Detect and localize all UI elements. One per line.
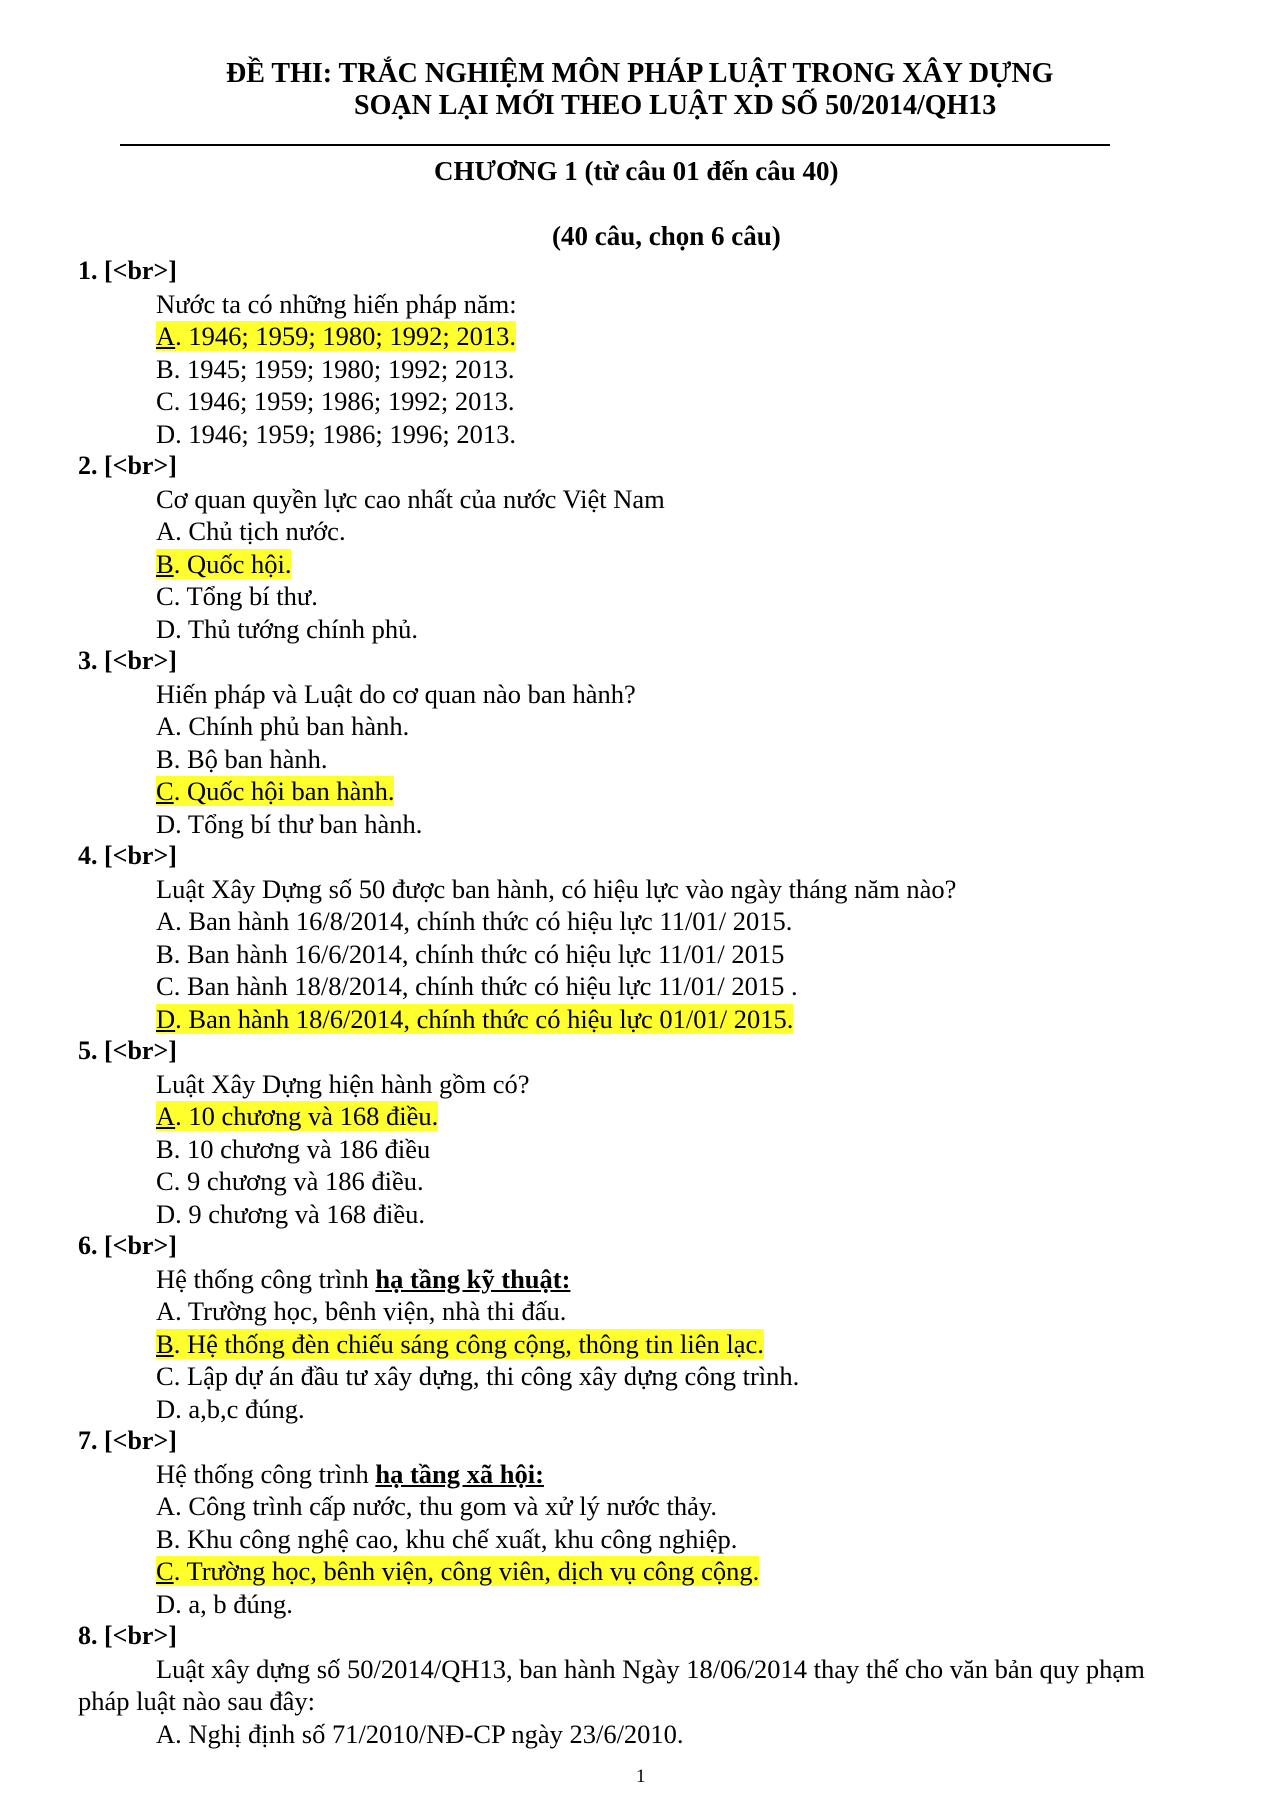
answer-option [0,775,1280,808]
question-number: 3. [<br>] [78,646,177,675]
answer-option: D. 1946; 1959; 1986; 1996; 2013. [156,418,516,449]
correct-answer-highlight: A. 1946; 1959; 1980; 1992; 2013. [156,321,516,351]
question-stem: Luật xây dựng số 50/2014/QH13, ban hành Ngày 18/06/2014 thay thế cho văn bản quy phạm [156,1653,1145,1684]
question-stem: Luật Xây Dựng số 50 được ban hành, có hiệu lực vào ngày tháng năm nào? [156,873,957,904]
question-list [0,255,1280,1750]
answer-option: D. a, b đúng. [156,1588,293,1619]
answer-option: D. Tổng bí thư ban hành. [156,808,423,839]
stem-emphasis: hạ tầng kỹ thuật: [375,1263,571,1294]
header-rule [120,144,1110,146]
correct-answer-highlight: D. Ban hành 18/6/2014, chính thức có hiệu lực 01/01/ 2015. [156,1003,794,1034]
question-count-note: (40 câu, chọn 6 câu) [552,221,781,251]
page-number: 1 [636,1766,646,1787]
answer-option [0,1328,1280,1361]
chapter-heading: CHƯƠNG 1 (từ câu 01 đến câu 40) [434,156,839,186]
answer-option: C. 1946; 1959; 1986; 1992; 2013. [156,386,515,416]
question-stem: Cơ quan quyền lực cao nhất của nước Việt Nam [156,483,665,514]
question-stem-continued: pháp luật nào sau đây: [78,1686,315,1716]
answer-option: D. 9 chương và 168 điều. [156,1198,426,1229]
answer-option: A. Nghị định số 71/2010/NĐ-CP ngày 23/6/2010. [156,1718,684,1749]
question-number: 8. [<br>] [78,1621,177,1650]
exam-subtitle: SOẠN LẠI MỚI THEO LUẬT XD SỐ 50/2014/QH13 [354,90,997,121]
answer-option: C. Ban hành 18/8/2014, chính thức có hiệu lực 11/01/ 2015 . [156,971,798,1001]
answer-option: A. Trường học, bênh viện, nhà thi đấu. [156,1296,567,1326]
answer-option: A. Ban hành 16/8/2014, chính thức có hiệu lực 11/01/ 2015. [156,906,793,936]
answer-option: B. Ban hành 16/6/2014, chính thức có hiệu lực 11/01/ 2015 [156,938,785,969]
question-number: 4. [<br>] [78,841,177,870]
correct-answer-highlight: C. Quốc hội ban hành. [156,776,395,806]
answer-option: D. a,b,c đúng. [156,1393,305,1424]
correct-answer-highlight: B. Hệ thống đèn chiếu sáng công cộng, thông tin liên lạc. [156,1328,764,1359]
question-number: 5. [<br>] [78,1036,177,1065]
question-stem: Luật Xây Dựng hiện hành gồm có? [156,1068,530,1099]
answer-option: B. 1945; 1959; 1980; 1992; 2013. [156,353,515,384]
question-number: 1. [<br>] [78,256,177,285]
question-stem: Hiến pháp và Luật do cơ quan nào ban hành? [156,678,636,709]
answer-option: C. Lập dự án đầu tư xây dựng, thi công xây dựng công trình. [156,1361,800,1391]
exam-title: ĐỀ THI: TRẮC NGHIỆM MÔN PHÁP LUẬT TRONG XÂY DỰNG [226,58,1054,89]
answer-option [0,1100,1280,1133]
answer-option [0,320,1280,353]
question-number: 7. [<br>] [78,1426,177,1455]
answer-option: C. Tổng bí thư. [156,581,318,611]
answer-option: A. Chính phủ ban hành. [156,711,410,741]
question-stem: Nước ta có những hiến pháp năm: [156,288,517,319]
answer-option: D. Thủ tướng chính phủ. [156,613,418,644]
question-number: 2. [<br>] [78,451,177,480]
answer-option: B. 10 chương và 186 điều [156,1133,431,1164]
correct-answer-highlight: A. 10 chương và 168 điều. [156,1101,439,1131]
answer-option: B. Khu công nghệ cao, khu chế xuất, khu công nghiệp. [156,1523,738,1554]
answer-option: A. Chủ tịch nước. [156,516,346,546]
question-stem: Hệ thống công trình hạ tầng xã hội: [156,1458,544,1489]
correct-answer-highlight: C. Trường học, bênh viện, công viên, dịch vụ công cộng. [156,1556,760,1586]
stem-emphasis: hạ tầng xã hội: [375,1458,544,1489]
answer-option: A. Công trình cấp nước, thu gom và xử lý nước thảy. [156,1491,718,1521]
answer-option: C. 9 chương và 186 điều. [156,1166,424,1196]
answer-option [0,1555,1280,1588]
question-stem: Hệ thống công trình hạ tầng kỹ thuật: [156,1263,571,1294]
answer-option [0,548,1280,581]
question-number: 6. [<br>] [78,1231,177,1260]
answer-option: B. Bộ ban hành. [156,743,328,774]
answer-option [0,1003,1280,1036]
correct-answer-highlight: B. Quốc hội. [156,548,292,579]
